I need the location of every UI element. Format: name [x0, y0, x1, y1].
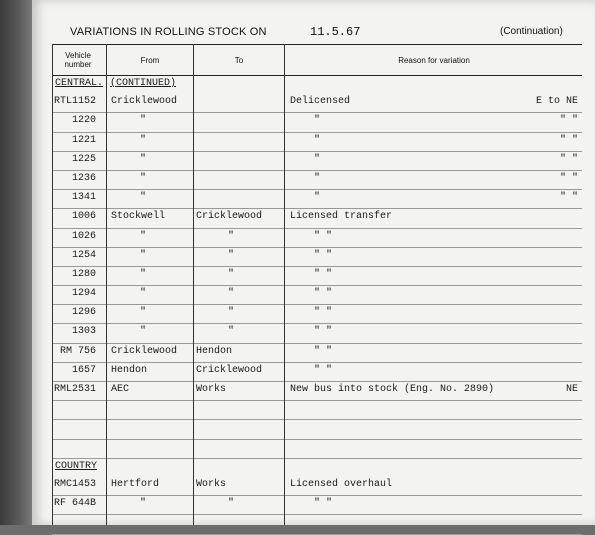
table-row [52, 382, 582, 401]
col-header-vehicle: Vehicle number [64, 51, 92, 69]
to-cell: Cricklewood [196, 211, 263, 223]
reason-cell: " [314, 115, 321, 127]
table-row [52, 209, 582, 228]
section-label: CENTRAL. [55, 78, 104, 89]
table-row [52, 229, 582, 248]
reason-cell: " [314, 172, 321, 184]
to-cell: " [228, 326, 235, 338]
table-row [52, 248, 582, 267]
divider-vehicle-from [106, 44, 107, 525]
table-row [52, 171, 582, 190]
table-row [52, 401, 582, 420]
table-row [52, 286, 582, 305]
from-cell: " [140, 153, 147, 165]
table-row [52, 496, 582, 515]
reason-cell: New bus into stock (Eng. No. 2890) [290, 384, 495, 395]
from-cell: Cricklewood [111, 345, 178, 357]
reason-cell: " [314, 153, 321, 165]
vehicle-number-cell: 1026 [71, 230, 96, 242]
table-row [52, 440, 582, 459]
bus-class-change-cell: " " [559, 153, 578, 165]
to-cell: " [228, 230, 235, 242]
to-cell: " [228, 268, 235, 280]
from-cell: " [140, 307, 147, 319]
table-row [52, 324, 582, 343]
reason-cell: Licensed transfer [290, 211, 393, 223]
to-cell: " [228, 307, 235, 319]
vehicle-number-cell: RF 644B [54, 498, 97, 510]
from-cell: " [140, 498, 147, 510]
from-cell: Hendon [111, 364, 148, 376]
table-row [52, 420, 582, 439]
table-row [52, 344, 582, 363]
from-cell: AEC [111, 384, 130, 395]
from-cell: " [140, 172, 147, 184]
bus-class-change-cell: E to NE [535, 96, 578, 108]
bus-class-change-cell: NE [565, 384, 578, 395]
table-header [52, 44, 582, 76]
table-row [52, 94, 582, 113]
vehicle-number-cell: RMC1453 [54, 478, 97, 490]
reason-cell: " " [314, 288, 333, 300]
from-cell: " [140, 192, 147, 204]
from-cell: Hertford [111, 478, 160, 490]
vehicle-number-cell: 1236 [71, 172, 96, 184]
section-continued-label: (CONTINUED) [110, 78, 177, 89]
reason-cell: " " [314, 364, 333, 376]
vehicle-number-cell: 1657 [71, 364, 96, 376]
vehicle-number-cell: 1225 [71, 153, 96, 165]
to-cell: Hendon [196, 345, 233, 357]
reason-cell: " " [314, 249, 333, 261]
reason-cell: " [314, 134, 321, 146]
from-cell: " [140, 288, 147, 300]
bus-class-change-cell: " " [559, 172, 578, 184]
vehicle-number-cell: 1294 [71, 288, 96, 300]
vehicle-number-cell: 1254 [71, 249, 96, 261]
table-row [52, 133, 582, 152]
document-header [52, 26, 595, 42]
bus-class-change-cell: " " [559, 115, 578, 127]
vehicle-number-cell: 1303 [71, 326, 96, 338]
to-cell: Works [196, 384, 227, 395]
to-cell: " [228, 498, 235, 510]
table-row [52, 305, 582, 324]
col-header-from: From [140, 55, 160, 65]
vehicle-number-cell: 1280 [71, 268, 96, 280]
continuation-label: (Continuation) [500, 26, 563, 37]
from-cell: " [140, 326, 147, 338]
reason-cell: " " [314, 268, 333, 280]
bus-class-change-cell: " " [559, 134, 578, 146]
vehicle-number-cell: 1341 [71, 192, 96, 204]
from-cell: " [140, 115, 147, 127]
table-row [52, 152, 582, 171]
table-border-left [52, 44, 53, 525]
rolling-stock-table [52, 44, 582, 535]
reason-cell: " " [314, 326, 333, 338]
col-header-to: To [234, 55, 244, 65]
vehicle-number-cell: RML2531 [54, 384, 97, 395]
from-cell: Stockwell [111, 211, 166, 223]
divider-from-to [193, 44, 194, 525]
from-cell: " [140, 268, 147, 280]
table-row [52, 113, 582, 132]
reason-cell: " " [314, 498, 333, 510]
bus-class-change-cell: " " [559, 192, 578, 204]
col-header-reason: Reason for variation [398, 55, 470, 65]
from-cell: " [140, 230, 147, 242]
from-cell: " [140, 249, 147, 261]
reason-cell: " " [314, 307, 333, 319]
section-row [52, 76, 582, 94]
reason-cell: Licensed overhaul [290, 478, 393, 490]
to-cell: " [228, 249, 235, 261]
to-cell: Cricklewood [196, 364, 263, 376]
table-row [52, 190, 582, 209]
reason-cell: Delicensed [290, 96, 351, 108]
reason-cell: " " [314, 345, 333, 357]
section-row [52, 459, 582, 477]
document-date: 11.5.67 [310, 25, 361, 39]
divider-to-reason [284, 44, 285, 525]
to-cell: " [228, 288, 235, 300]
table-row [52, 267, 582, 286]
vehicle-number-cell: 1006 [71, 211, 96, 223]
table-row [52, 363, 582, 382]
reason-cell: " " [314, 230, 333, 242]
from-cell: Cricklewood [111, 96, 178, 108]
vehicle-number-cell: 1296 [71, 307, 96, 319]
vehicle-number-cell: 1221 [71, 134, 96, 146]
table-body [52, 76, 582, 535]
reason-cell: " [314, 192, 321, 204]
section-label: COUNTRY [55, 460, 98, 472]
from-cell: " [140, 134, 147, 146]
document-title: VARIATIONS IN ROLLING STOCK ON [70, 26, 267, 38]
vehicle-number-cell: RTL1152 [54, 96, 97, 108]
to-cell: Works [196, 478, 227, 490]
vehicle-number-cell: RM 756 [59, 345, 96, 357]
scanner-edge-band [0, 0, 32, 525]
vehicle-number-cell: 1220 [71, 115, 96, 127]
table-row [52, 477, 582, 496]
